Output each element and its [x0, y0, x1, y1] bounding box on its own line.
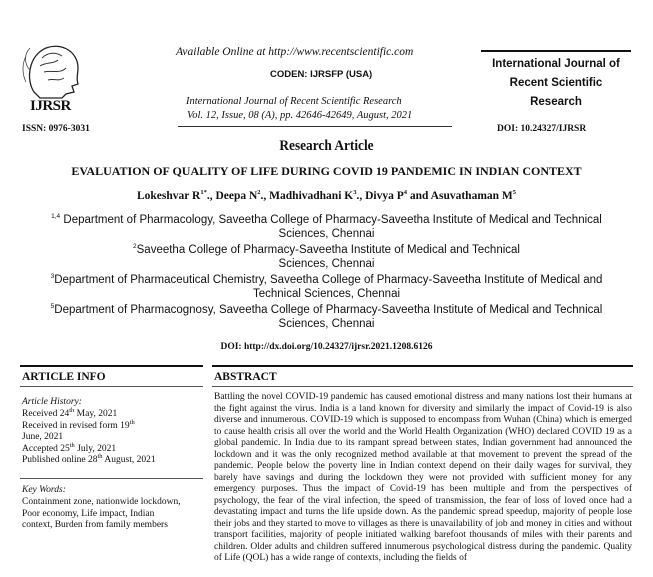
author-sup: 3	[353, 189, 357, 197]
header-divider	[178, 126, 452, 127]
journal-brand	[481, 55, 631, 112]
author-sup: 5	[512, 189, 517, 197]
author-sup: 1*	[200, 189, 207, 197]
article-title: EVALUATION OF QUALITY OF LIFE DURING COVID 19 PANDEMIC IN INDIAN CONTEXT	[71, 164, 582, 178]
journal-volume: Vol. 12, Issue, 08 (A), pp. 42646-42649, August, 2021	[187, 110, 413, 121]
affiliation-line: Department of Pharmaceutical Chemistry, Saveetha College of Pharmacy-Saveetha Institute of Medical and	[54, 274, 603, 286]
author-name: Lokeshvar R	[136, 190, 201, 202]
author-name: Asuvathaman M	[430, 190, 513, 202]
author-list: Lokeshvar $R^{1*}$., Deepa $N^2$., Madhivadhani $K^3$., Divya $P^4$ and Asuvathaman $M^5$	[136, 189, 517, 202]
history-entry: Received 24th May, 2021	[22, 406, 118, 419]
keyword-line: context, Burden from family members	[22, 520, 168, 530]
author-sup: 4	[403, 189, 407, 197]
author-name: Divya P	[365, 190, 404, 202]
author-name: Deepa N	[215, 190, 258, 202]
journal-name: International Journal of Recent Scientific Research	[186, 96, 402, 107]
article-history	[22, 406, 202, 467]
affiliation	[20, 304, 633, 331]
info-divider	[20, 478, 203, 479]
journal-doi: DOI: 10.24327/IJRSR	[497, 124, 587, 134]
history-entry: June, 2021	[22, 432, 64, 442]
brain-head-icon	[22, 40, 84, 100]
author-sup: 2	[257, 189, 261, 197]
affiliation	[20, 244, 633, 271]
issn: ISSN: 0976-3031	[22, 124, 90, 134]
affiliation-sup: 3	[50, 273, 55, 281]
keywords-label: Key Words:	[22, 485, 66, 495]
info-top-rule	[20, 365, 203, 367]
article-doi[interactable]: DOI: http://dx.doi.org/10.24327/ijrsr.2021.1208.6126	[220, 342, 433, 352]
affiliation-sup: 1,4	[51, 213, 61, 221]
coden: CODEN: IJRSFP (USA)	[270, 69, 373, 80]
article-type: Research Article	[279, 138, 374, 154]
affiliation-sup: 2	[133, 243, 137, 251]
affiliation-line: Sciences, Chennai	[278, 257, 375, 270]
abstract-top-rule	[212, 365, 633, 367]
abstract-text: Battling the novel COVID-19 pandemic has caused emotional distress and many nations lost their humans at the fight against the virus. India is a land known for diversity and similarly the impact of Covid-19 is also diverse and innumerous. COVID-19 which is supposed to encompass from Wuhan (China) which is emerged to cause health crisis all over the world and the World Health Organization (WHO) declared COVID 19 as a global pandemic. In India due to its rampant spread between states, Indian government had announced the lockdown and it was the only recognized method available at that movement to prevent the spread of the pandemic. People below the poverty line in Indian context depend on their daily wages for survival, they barely have savings and during the lockdown they were not provided with sufficient money for any emergency purposes. Thus the impact of Covid-19 has been multiple and from the perspectives of psychology, the fear of the viral infection, the speed of transmission, the fear of loss of loved once had a devastating impact and turns the life upside down. As the pandemic spread speedup, majority of people lose their jobs and they started to move to villages as there is unavailability of job and money in cities and without transport facilities, majority of people initiated walking barefoot thousands of miles with their parents and children. Older adults and children suffered innumerous psychological distress during the pandemic. Quality of Life (QOL) has a wide range of contexts, including the fields of	[214, 392, 632, 563]
affiliation-line: Department of Pharmacology, Saveetha College of Pharmacy-Saveetha Institute of Medical and Technical	[63, 214, 602, 226]
affiliation-line: Sciences, Chennai	[278, 317, 375, 330]
logo-text: IJRSR	[30, 98, 71, 114]
abstract-head-rule	[212, 386, 633, 387]
abstract-heading: ABSTRACT	[214, 371, 277, 383]
info-head-rule	[20, 386, 203, 387]
affiliation-sup: 5	[50, 303, 55, 311]
affiliation-line: Department of Pharmacognosy, Saveetha College of Pharmacy-Saveetha Institute of Medical and Technical	[54, 304, 603, 316]
affiliation	[20, 214, 633, 241]
keywords	[22, 497, 204, 532]
available-online[interactable]: Available Online at http://www.recentscientific.com	[176, 46, 414, 58]
article-info-heading: ARTICLE INFO	[22, 371, 106, 383]
affiliation-line: Technical Sciences, Chennai	[252, 287, 401, 300]
affiliation-line: Saveetha College of Pharmacy-Saveetha Institute of Medical and Technical	[136, 244, 520, 256]
brand-rule	[481, 50, 631, 52]
brand-line: Research	[530, 96, 582, 108]
brand-line: International Journal of	[492, 58, 620, 70]
keyword-line: Poor economy, Life impact, Indian	[22, 508, 155, 519]
history-entry: Published online 28th August, 2021	[22, 452, 156, 465]
affiliation-line: Sciences, Chennai	[278, 227, 375, 240]
article-history-label: Article History:	[22, 397, 82, 407]
brand-line: Recent Scientific	[509, 77, 603, 89]
author-name: Madhivadhani K	[269, 190, 354, 202]
keyword-line: Containment zone, nationwide lockdown,	[22, 497, 181, 507]
history-entry: Accepted 25th July, 2021	[22, 441, 117, 454]
affiliation	[20, 274, 633, 301]
history-entry: Received in revised form 19th	[22, 418, 135, 431]
